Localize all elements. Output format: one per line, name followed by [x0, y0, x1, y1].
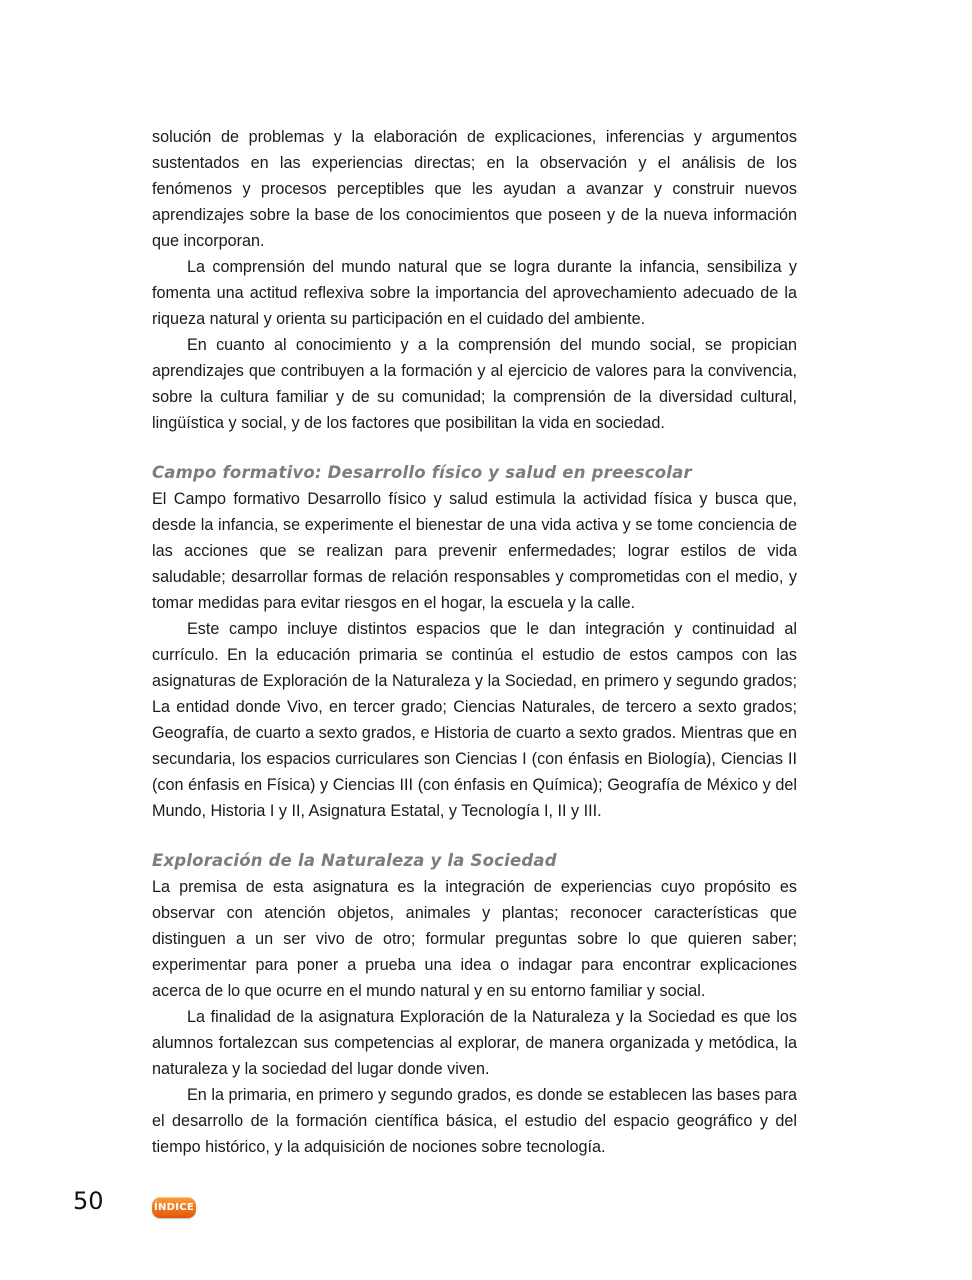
section-heading-desarrollo-fisico: Campo formativo: Desarrollo físico y salud en preescolar [152, 463, 692, 482]
paragraph: La premisa de esta asignatura es la integración de experiencias cuyo propósito es observar con atención objetos, animales y plantas; reconocer características que distinguen a un ser vivo de otro; formular preguntas sobre lo que quieren saber; experimentar para poner a prueba una idea o indagar para encontrar explicaciones acerca de lo que ocurre en el mundo natural y en su entorno familiar y social. [152, 878, 797, 1000]
paragraph: La finalidad de la asignatura Exploración de la Naturaleza y la Sociedad es que los alumnos fortalezcan sus competencias al explorar, de manera organizada y metódica, la naturaleza y la sociedad del lugar donde viven. [152, 1008, 797, 1078]
paragraph: Este campo incluye distintos espacios que le dan integración y continuidad al currículo. En la educación primaria se continúa el estudio de estos campos con las asignaturas de Exploración de la Naturaleza y la Sociedad, en primero y segundo grados; La entidad donde Vivo, en tercer grado; Ciencias Naturales, de tercero a sexto grados; Geografía, de cuarto a sexto grados, e Historia de cuarto a sexto grados. Mientras que en secundaria, los espacios curriculares son Ciencias I (con énfasis en Biología), Ciencias II (con énfasis en Física) y Ciencias III (con énfasis en Química); Geografía de México y del Mundo, Historia I y II, Asignatura Estatal, y Tecnología I, II y III. [152, 620, 797, 820]
page-number: 50 [73, 1187, 104, 1215]
paragraph: El Campo formativo Desarrollo físico y salud estimula la actividad física y busca que, desde la infancia, se experimente el bienestar de una vida activa y se tome conciencia de las acciones que se realizan para prevenir enfermedades; lograr estilos de vida saludable; desarrollar formas de relación responsables y comprometidas con el medio, y tomar medidas para evitar riesgos en el hogar, la escuela y la calle. [152, 490, 797, 612]
paragraph: La comprensión del mundo natural que se logra durante la infancia, sensibiliza y fomenta una actitud reflexiva sobre la importancia del aprovechamiento adecuado de la riqueza natural y orienta su participación en el cuidado del ambiente. [152, 258, 797, 328]
page-body [152, 124, 797, 1160]
paragraph: solución de problemas y la elaboración de explicaciones, inferencias y argumentos sustentados en las experiencias directas; en la observación y el análisis de los fenómenos y procesos perceptibles que les ayudan a avanzar y construir nuevos aprendizajes sobre la base de los conocimientos que poseen y de la nueva información que incorporan. [152, 128, 797, 250]
index-button[interactable]: ÍNDICE [152, 1197, 196, 1218]
section-heading-exploracion: Exploración de la Naturaleza y la Sociedad [152, 851, 557, 870]
paragraph: En la primaria, en primero y segundo grados, es donde se establecen las bases para el desarrollo de la formación científica básica, el estudio del espacio geográfico y del tiempo histórico, y la adquisición de nociones sobre tecnología. [152, 1086, 797, 1156]
paragraph: En cuanto al conocimiento y a la comprensión del mundo social, se propician aprendizajes que contribuyen a la formación y al ejercicio de valores para la convivencia, sobre la cultura familiar y de su comunidad; la comprensión de la diversidad cultural, lingüística y social, y de los factores que posibilitan la vida en sociedad. [152, 336, 797, 432]
